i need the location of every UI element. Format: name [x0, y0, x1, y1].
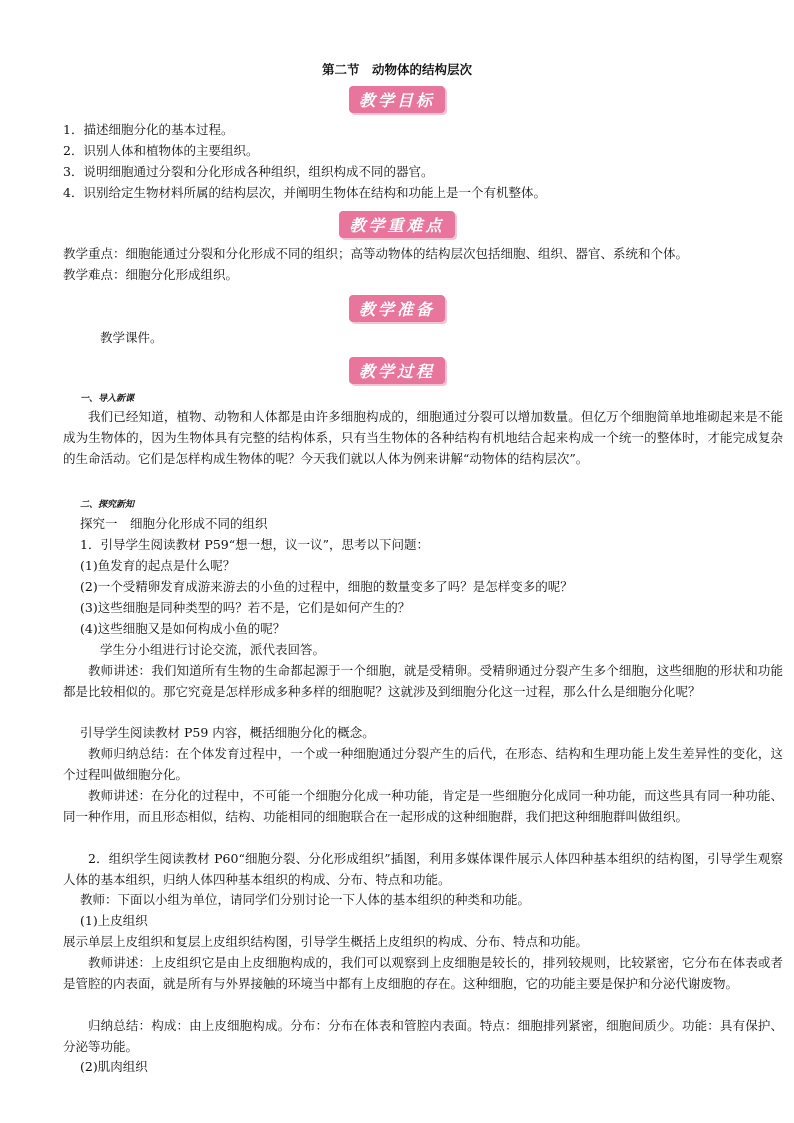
banner-process: 教学过程 — [0, 357, 794, 384]
muscle-heading: (2)肌肉组织 — [80, 1059, 148, 1074]
epithelial-teacher-talk: 教师讲述：上皮组织它是由上皮细胞构成的，我们可以观察到上皮细胞是较长的，排列较规则，比较紧密，它分布在体表或者是管腔的内表面，就是所有与外界接触的环境当中都有上皮细胞的存在。这种细胞，它的功能主要是保护和分泌代谢废物。 — [63, 955, 783, 991]
banner-key-points: 教学重难点 — [0, 211, 794, 238]
question-2: (2)一个受精卵发育成游来游去的小鱼的过程中，细胞的数量变多了吗？是怎样变多的呢？ — [80, 579, 573, 594]
section-explore-heading: 二、探究新知 — [80, 500, 135, 510]
discuss-note: 学生分小组进行讨论交流，派代表回答。 — [100, 642, 326, 657]
step-2: 2．组织学生阅读教材 P60“细胞分裂、分化形成组织”插图，利用多媒体课件展示人体四种基本组织的结构图，引导学生观察人体的基本组织，归纳人体四种基本组织的构成、分布、特点和功能。 — [63, 851, 783, 887]
summary-1: 教师归纳总结：在个体发育过程中，一个或一种细胞通过分裂产生的后代，在形态、结构和生理功能上发生差异性的变化，这个过程叫做细胞分化。 — [63, 746, 783, 782]
epithelial-summary: 归纳总结：构成：由上皮细胞构成。分布：分布在体表和管腔内表面。特点：细胞排列紧密，细胞间质少。功能：具有保护、分泌等功能。 — [63, 1018, 783, 1054]
page-title: 第二节 动物体的结构层次 — [321, 62, 472, 77]
question-3: (3)这些细胞是同种类型的吗？若不是，它们是如何产生的？ — [80, 600, 411, 615]
explore-1-heading: 探究一 细胞分化形成不同的组织 — [80, 516, 268, 531]
teacher-talk-2: 教师讲述：在分化的过程中，不可能一个细胞分化成一种功能，肯定是一些细胞分化成同一种功能，而这些具有同一种功能、同一种作用，而且形态相似，结构、功能相同的细胞联合在一起形成的这种细胞群，我们把这种细胞群叫做组织。 — [63, 788, 783, 824]
question-1: (1)鱼发育的起点是什么呢？ — [80, 558, 236, 573]
banner-goals: 教学目标 — [0, 86, 794, 113]
teacher-talk-3: 教师：下面以小组为单位，请同学们分别讨论一下人体的基本组织的种类和功能。 — [80, 892, 531, 907]
epithelial-show: 展示单层上皮组织和复层上皮组织结构图，引导学生概括上皮组织的构成、分布、特点和功能。 — [63, 934, 589, 949]
banner-prep: 教学准备 — [0, 295, 794, 322]
guide-1: 引导学生阅读教材 P59 内容，概括细胞分化的概念。 — [80, 725, 375, 740]
section-intro-heading: 一、导入新课 — [80, 394, 135, 404]
difficult-point: 教学难点：细胞分化形成组织。 — [63, 267, 239, 282]
question-4: (4)这些细胞又是如何构成小鱼的呢？ — [80, 621, 286, 636]
epithelial-heading: (1)上皮组织 — [80, 913, 148, 928]
intro-paragraph: 我们已经知道，植物、动物和人体都是由许多细胞构成的，细胞通过分裂可以增加数量。但亿万个细胞简单地堆砌起来是不能成为生物体的，因为生物体具有完整的结构体系，只有当生物体的各种结构有机地结合起来构成一个统一的整体时，才能完成复杂的生命活动。它们是怎样构成生物体的呢？今天我们就以人体为例来讲解“动物体的结构层次”。 — [63, 409, 783, 466]
teacher-talk-1: 教师讲述：我们知道所有生物的生命都起源于一个细胞，就是受精卵。受精卵通过分裂产生多个细胞，这些细胞的形状和功能都是比较相似的。那它究竟是怎样形成多种多样的细胞呢？这就涉及到细胞分化这一过程，那么什么是细胞分化呢？ — [63, 663, 783, 699]
goal-2: 2．识别人体和植物体的主要组织。 — [63, 143, 259, 158]
prep-text: 教学课件。 — [100, 330, 163, 345]
goal-4: 4．识别给定生物材料所属的结构层次，并阐明生物体在结构和功能上是一个有机整体。 — [63, 185, 546, 200]
step-1: 1．引导学生阅读教材 P59“想一想，议一议”，思考以下问题： — [80, 537, 430, 552]
goal-1: 1．描述细胞分化的基本过程。 — [63, 122, 234, 137]
key-point: 教学重点：细胞能通过分裂和分化形成不同的组织；高等动物体的结构层次包括细胞、组织、器官、系统和个体。 — [63, 246, 689, 261]
goal-3: 3．说明细胞通过分裂和分化形成各种组织，组织构成不同的器官。 — [63, 164, 434, 179]
